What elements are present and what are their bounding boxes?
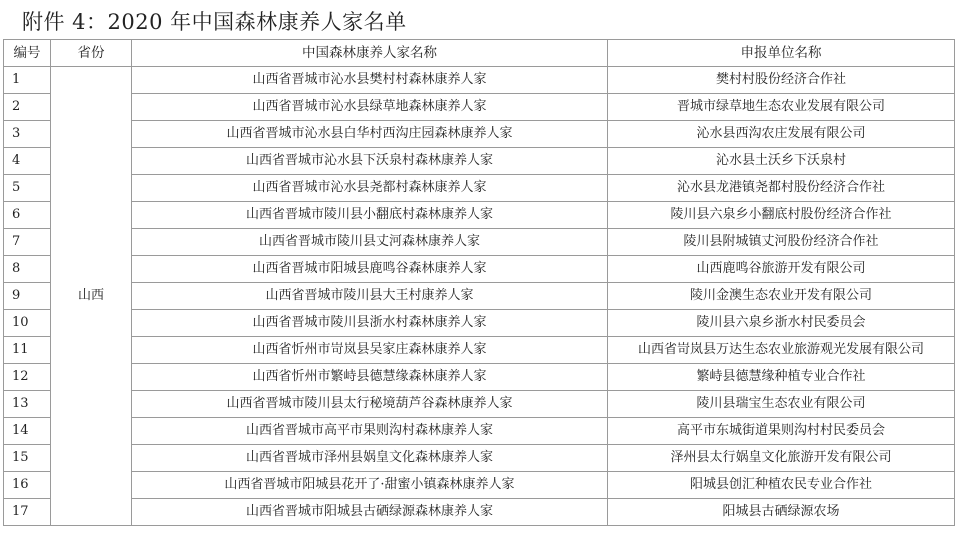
row-number: 17: [4, 499, 51, 526]
table-row: [4, 94, 955, 121]
household-name-cell: 山西省晋城市陵川县小翻底村森林康养人家: [132, 202, 608, 229]
applicant-unit-cell: 山西省岢岚县万达生态农业旅游观光发展有限公司: [608, 337, 955, 364]
row-number: 13: [4, 391, 51, 418]
applicant-unit-cell: 陵川县附城镇丈河股份经济合作社: [608, 229, 955, 256]
household-name-cell: 山西省晋城市陵川县大王村康养人家: [132, 283, 608, 310]
applicant-unit-cell: 沁水县土沃乡下沃泉村: [608, 148, 955, 175]
table-row: [4, 175, 955, 202]
applicant-unit-cell: 陵川金澳生态农业开发有限公司: [608, 283, 955, 310]
household-name-cell: 山西省晋城市阳城县花开了·甜蜜小镇森林康养人家: [132, 472, 608, 499]
page-title: 附件 4：2020 年中国森林康养人家名单: [22, 10, 407, 34]
table-row: [4, 337, 955, 364]
table-row: [4, 445, 955, 472]
applicant-unit-cell: 沁水县龙港镇尧都村股份经济合作社: [608, 175, 955, 202]
applicant-unit-cell: 陵川县六泉乡小翻底村股份经济合作社: [608, 202, 955, 229]
row-number: 15: [4, 445, 51, 472]
row-number: 1: [4, 67, 51, 94]
table-row: [4, 391, 955, 418]
row-number: 4: [4, 148, 51, 175]
household-name-cell: 山西省晋城市陵川县浙水村森林康养人家: [132, 310, 608, 337]
applicant-unit-cell: 阳城县创汇种植农民专业合作社: [608, 472, 955, 499]
row-number: 6: [4, 202, 51, 229]
province-cell: 山西: [51, 67, 132, 526]
row-number: 3: [4, 121, 51, 148]
applicant-unit-cell: 山西鹿鸣谷旅游开发有限公司: [608, 256, 955, 283]
table-row: [4, 418, 955, 445]
row-number: 14: [4, 418, 51, 445]
applicant-unit-cell: 泽州县太行娲皇文化旅游开发有限公司: [608, 445, 955, 472]
household-name-cell: 山西省晋城市沁水县下沃泉村森林康养人家: [132, 148, 608, 175]
table-row: [4, 499, 955, 526]
applicant-unit-cell: 沁水县西沟农庄发展有限公司: [608, 121, 955, 148]
header-name: 中国森林康养人家名称: [132, 40, 608, 67]
household-name-cell: 山西省晋城市阳城县鹿鸣谷森林康养人家: [132, 256, 608, 283]
applicant-unit-cell: 高平市东城街道果则沟村村民委员会: [608, 418, 955, 445]
household-name-cell: 山西省晋城市沁水县尧都村森林康养人家: [132, 175, 608, 202]
table-row: [4, 472, 955, 499]
table-row: [4, 283, 955, 310]
applicant-unit-cell: 陵川县六泉乡浙水村民委员会: [608, 310, 955, 337]
household-name-cell: 山西省忻州市繁峙县德慧缘森林康养人家: [132, 364, 608, 391]
forest-wellness-household-table: [3, 39, 955, 526]
table-row: [4, 121, 955, 148]
row-number: 16: [4, 472, 51, 499]
row-number: 12: [4, 364, 51, 391]
row-number: 5: [4, 175, 51, 202]
household-name-cell: 山西省晋城市陵川县丈河森林康养人家: [132, 229, 608, 256]
applicant-unit-cell: 繁峙县德慧缘种植专业合作社: [608, 364, 955, 391]
row-number: 2: [4, 94, 51, 121]
household-name-cell: 山西省晋城市沁水县白华村西沟庄园森林康养人家: [132, 121, 608, 148]
applicant-unit-cell: 陵川县瑞宝生态农业有限公司: [608, 391, 955, 418]
table-row: [4, 256, 955, 283]
household-name-cell: 山西省晋城市陵川县太行秘境葫芦谷森林康养人家: [132, 391, 608, 418]
household-name-cell: 山西省忻州市岢岚县吴家庄森林康养人家: [132, 337, 608, 364]
header-province: 省份: [51, 40, 132, 67]
table-row: [4, 364, 955, 391]
table-header-row: [4, 40, 955, 67]
applicant-unit-cell: 樊村村股份经济合作社: [608, 67, 955, 94]
table-body: [4, 67, 955, 526]
header-unit: 申报单位名称: [608, 40, 955, 67]
table-row: [4, 310, 955, 337]
row-number: 8: [4, 256, 51, 283]
household-name-cell: 山西省晋城市阳城县古硒绿源森林康养人家: [132, 499, 608, 526]
row-number: 11: [4, 337, 51, 364]
header-num: 编号: [4, 40, 51, 67]
row-number: 10: [4, 310, 51, 337]
row-number: 9: [4, 283, 51, 310]
row-number: 7: [4, 229, 51, 256]
table-row: [4, 148, 955, 175]
table-row: [4, 229, 955, 256]
applicant-unit-cell: 晋城市绿草地生态农业发展有限公司: [608, 94, 955, 121]
household-name-cell: 山西省晋城市泽州县娲皇文化森林康养人家: [132, 445, 608, 472]
household-name-cell: 山西省晋城市沁水县绿草地森林康养人家: [132, 94, 608, 121]
table-row: [4, 67, 955, 94]
household-name-cell: 山西省晋城市沁水县樊村村森林康养人家: [132, 67, 608, 94]
applicant-unit-cell: 阳城县古硒绿源农场: [608, 499, 955, 526]
household-name-cell: 山西省晋城市高平市果则沟村森林康养人家: [132, 418, 608, 445]
table-row: [4, 202, 955, 229]
